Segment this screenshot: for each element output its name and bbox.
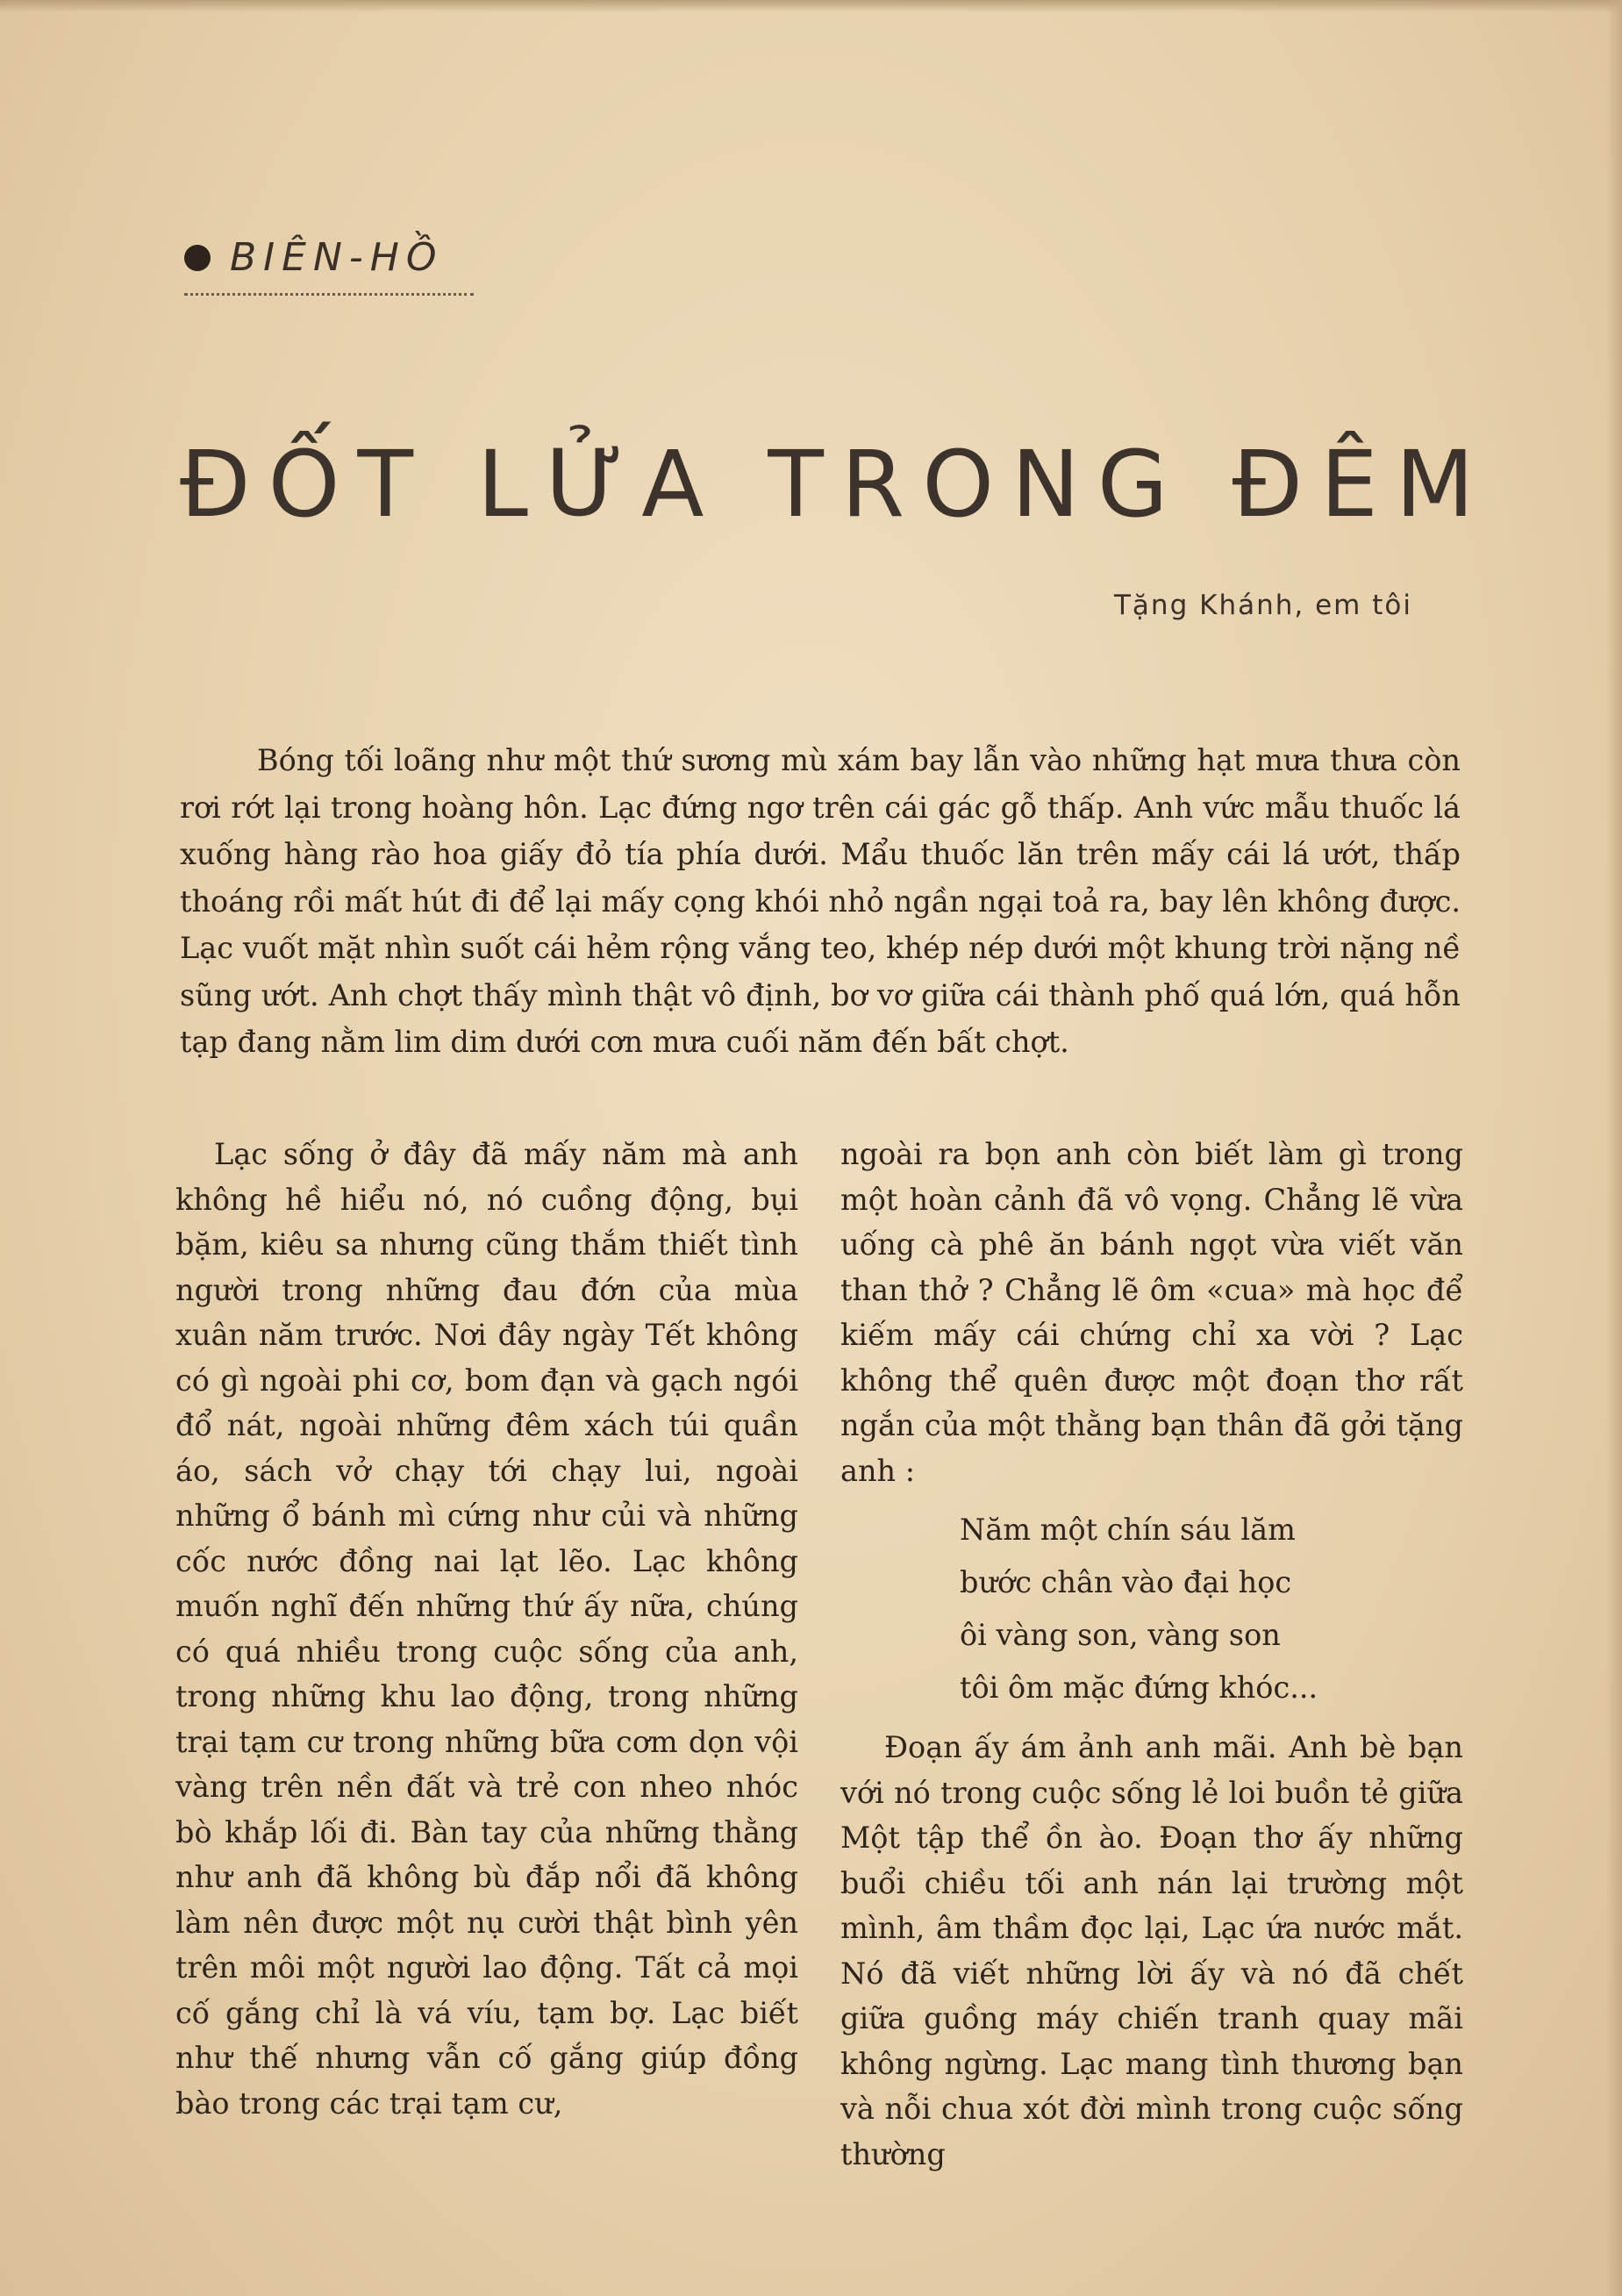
right-column-paragraph-2: Đoạn ấy ám ảnh anh mãi. Anh bè bạn với nó trong cuộc sống lẻ loi buồn tẻ giữa Một tập thể ồn ào. Đoạn thơ ấy những buổi chiều tối anh nán lại trường một mình, âm thầm đọc lại, Lạc ứa nước mắt. Nó đã viết những lời ấy và nó đã chết giữa guồng máy chiến tranh quay mãi không ngừng. Lạc mang tình thương bạn và nỗi chua xót đời mình trong cuộc sống thường xyxy=(840,1730,1463,2171)
section-divider xyxy=(184,293,474,296)
poem xyxy=(960,1504,1463,1714)
left-column-text: Lạc sống ở đây đã mấy năm mà anh không hề hiểu nó, nó cuồng động, bụi bặm, kiêu sa nhưng cũng thắm thiết tình người trong những đau đớn của mùa xuân năm trước. Nơi đây ngày Tết không có gì ngoài phi cơ, bom đạn và gạch ngói đổ nát, ngoài những đêm xách túi quần áo, sách vở chạy tới chạy lui, ngoài những ổ bánh mì cứng như củi và những cốc nước đồng nai lạt lẽo. Lạc không muốn nghĩ đến những thứ ấy nữa, chúng có quá nhiều trong cuộc sống của anh, trong những khu lao động, trong những trại tạm cư trong những bữa cơm dọn vội vàng trên nền đất và trẻ con nheo nhóc bò khắp lối đi. Bàn tay của những thằng như anh đã không bù đắp nổi đã không làm nên được một nụ cười thật bình yên trên môi một người lao động. Tất cả mọi cố gắng chỉ là vá víu, tạm bợ. Lạc biết như thế nhưng vẫn cố gắng giúp đồng bào trong các trại tạm cư, xyxy=(175,1137,798,2121)
poem-line: bước chân vào đại học xyxy=(960,1565,1292,1599)
right-column xyxy=(840,1132,1463,2177)
dedication: Tặng Khánh, em tôi xyxy=(1114,590,1412,621)
intro-paragraph: Bóng tối loãng như một thứ sương mù xám bay lẫn vào những hạt mưa thưa còn rơi rớt lại trong hoàng hôn. Lạc đứng ngơ trên cái gác gỗ thấp. Anh vức mẫu thuốc lá xuống hàng rào hoa giấy đỏ tía phía dưới. Mẩu thuốc lăn trên mấy cái lá ướt, thấp thoáng rồi mất hút đi để lại mấy cọng khói nhỏ ngần ngại toả ra, bay lên không được. Lạc vuốt mặt nhìn suốt cái hẻm rộng vắng teo, khép nép dưới một khung trời nặng nề sũng ướt. Anh chợt thấy mình thật vô định, bơ vơ giữa cái thành phố quá lớn, quá hỗn tạp đang nằm lim dim dưới cơn mưa cuối năm đến bất chợt. xyxy=(180,743,1461,1059)
bullet-icon xyxy=(184,245,211,271)
article-title: ĐỐT LỬA TRONG ĐÊM xyxy=(180,431,1492,538)
poem-line: ôi vàng son, vàng son xyxy=(960,1618,1281,1652)
page-edge-shadow xyxy=(0,0,1622,12)
page-edge-shadow-right xyxy=(1606,0,1622,2296)
right-column-paragraph-1: ngoài ra bọn anh còn biết làm gì trong một hoàn cảnh đã vô vọng. Chẳng lẽ vừa uống cà phê ăn bánh ngọt vừa viết văn than thở ? Chẳng lẽ ôm «cua» mà học để kiếm mấy cái chứng chỉ xa vời ? Lạc không thể quên được một đoạn thơ rất ngắn của một thằng bạn thân đã gởi tặng anh : xyxy=(840,1137,1463,1488)
section-header xyxy=(184,235,443,280)
section-label: BIÊN-HỒ xyxy=(230,235,444,280)
poem-line: Năm một chín sáu lăm xyxy=(960,1513,1296,1547)
poem-line: tôi ôm mặc đứng khóc... xyxy=(960,1670,1318,1705)
